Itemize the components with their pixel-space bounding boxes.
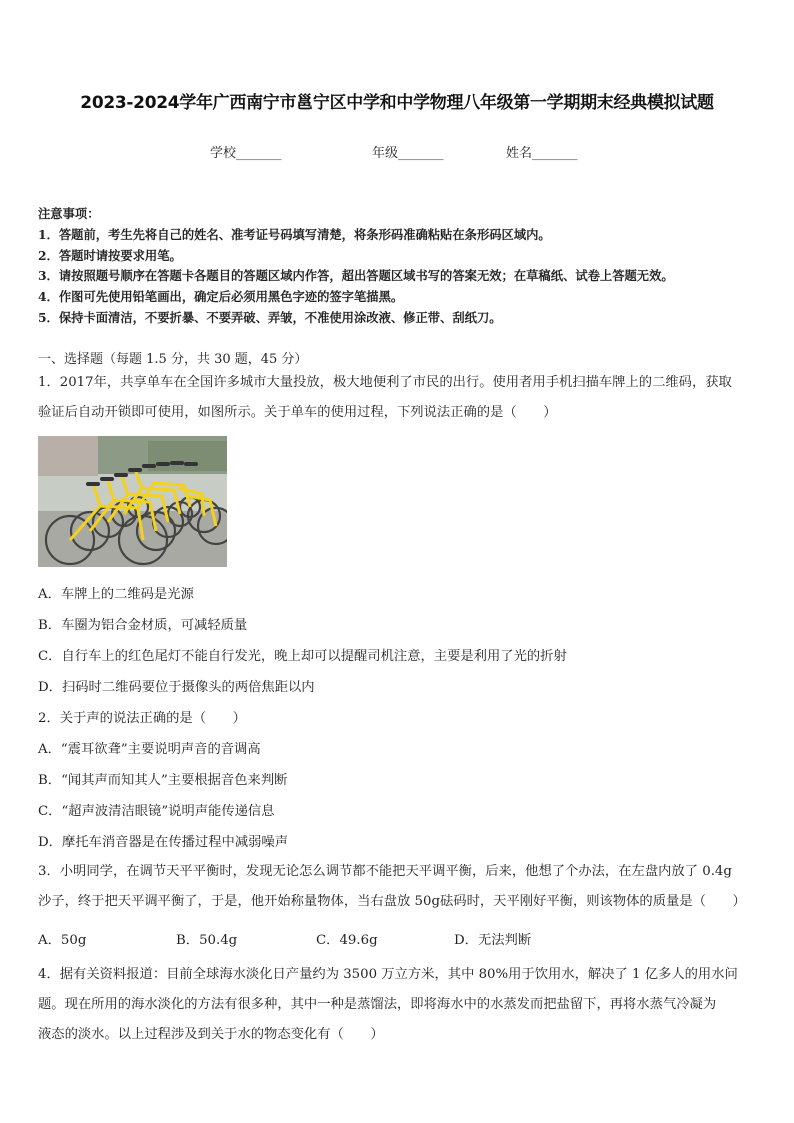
section-heading: 一、选择题（每题 1.5 分，共 30 题，45 分）: [38, 352, 308, 367]
shared-bicycles-photo: [38, 436, 227, 567]
question-line: 验证后自动开锁即可使用，如图所示。关于单车的使用过程，下列说法正确的是（ ）: [38, 405, 557, 420]
bicycles-illustration: [38, 436, 227, 567]
question-line: 液态的淡水。以上过程涉及到关于水的物态变化有（ ）: [38, 1027, 384, 1042]
option-d: D．扫码时二维码要位于摄像头的两倍焦距以内: [38, 680, 315, 695]
option-d: D．摩托车消音器是在传播过程中减弱噪声: [38, 835, 289, 850]
option-a: A．车牌上的二维码是光源: [38, 587, 194, 602]
notice-item: 3．请按照题号顺序在答题卡各题目的答题区域内作答，超出答题区域书写的答案无效；在草稿纸、试卷上答题无效。: [38, 268, 674, 283]
option-c: C．“超声波清洁眼镜”说明声能传递信息: [38, 804, 275, 819]
question-3-text: [38, 857, 760, 917]
notice-heading: 注意事项：: [38, 206, 100, 221]
question-line: 3．小明同学，在调节天平平衡时，发现无论怎么调节都不能把天平调平衡，后来，他想了个办法，在左盘内放了 0.4g: [38, 864, 732, 879]
option-c: C．49.6g: [316, 933, 378, 948]
notice-item: 4．作图可先使用铅笔画出，确定后必须用黑色字迹的签字笔描黑。: [38, 289, 404, 304]
notice-item: 5．保持卡面清洁，不要折暴、不要弄破、弄皱，不准使用涂改液、修正带、刮纸刀。: [38, 310, 502, 325]
name-field: 姓名_______: [506, 146, 578, 161]
school-field: 学校_______: [210, 146, 282, 161]
option-d: D．无法判断: [454, 933, 532, 948]
option-a: A．“震耳欲聋”主要说明声音的音调高: [38, 742, 261, 757]
notice-item: 1．答题前，考生先将自己的姓名、准考证号码填写清楚，将条形码准确粘贴在条形码区域内。: [38, 227, 551, 242]
notice-item: 2．答题时请按要求用笔。: [38, 248, 182, 263]
page-title: 2023-2024学年广西南宁市邕宁区中学和中学物理八年级第一学期期末经典模拟试题: [80, 93, 714, 113]
grade-field: 年级_______: [372, 146, 444, 161]
question-line: 1．2017年，共享单车在全国许多城市大量投放，极大地便利了市民的出行。使用者用手机扫描车牌上的二维码，获取: [38, 375, 732, 390]
option-b: B．50.4g: [176, 933, 238, 948]
question-4-text: [38, 960, 760, 1050]
question-2-text: 2．关于声的说法正确的是（ ）: [38, 711, 246, 726]
option-b: B．“闻其声而知其人”主要根据音色来判断: [38, 773, 288, 788]
question-line: 题。现在所用的海水淡化的方法有很多种，其中一种是蒸馏法，即将海水中的水蒸发而把盐留下，再将水蒸气冷凝为: [38, 997, 717, 1012]
option-a: A．50g: [38, 933, 87, 948]
question-line: 沙子，终于把天平调平衡了，于是，他开始称量物体，当右盘放 50g砝码时，天平刚好平衡，则该物体的质量是（ ）: [38, 894, 746, 909]
question-line: 4．据有关资料报道：目前全球海水淡化日产量约为 3500 万立方米，其中 80%用于饮用水，解决了 1 亿多人的用水问: [38, 967, 738, 982]
option-b: B．车圈为铝合金材质，可减轻质量: [38, 618, 248, 633]
question-1-text: [38, 368, 760, 428]
option-c: C．自行车上的红色尾灯不能自行发光，晚上却可以提醒司机注意，主要是利用了光的折射: [38, 649, 567, 664]
